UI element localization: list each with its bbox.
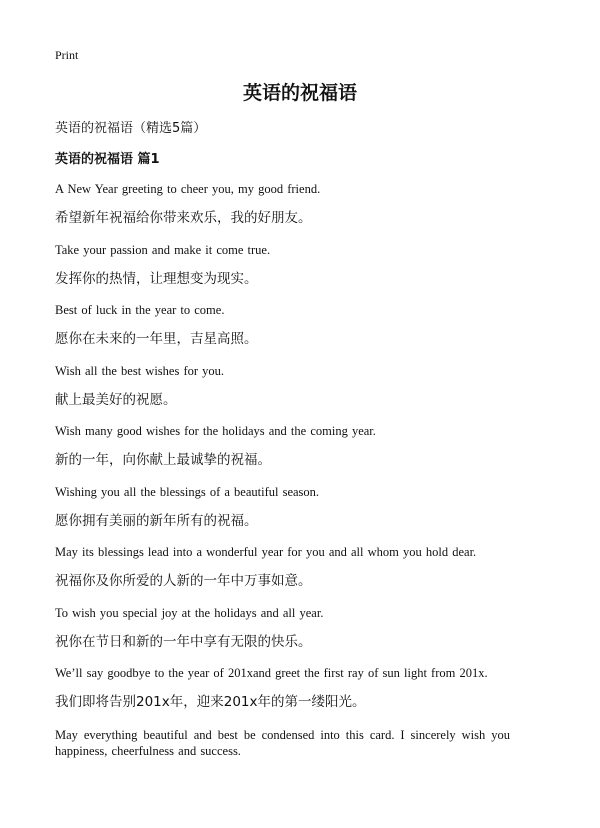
chinese-translation: 发挥你的热情，让理想变为现实。	[55, 270, 258, 287]
chinese-translation: 愿你拥有美丽的新年所有的祝福。	[55, 512, 258, 529]
english-greeting: To wish you special joy at the holidays and all year.	[55, 605, 324, 620]
english-greeting: A New Year greeting to cheer you, my good friend.	[55, 182, 321, 196]
greeting-entry	[55, 604, 510, 665]
english-greeting: We’ll say goodbye to the year of 201xand greet the first ray of sun light from 201x.	[55, 666, 488, 680]
print-label: Print	[55, 48, 79, 62]
english-greeting: May its blessings lead into a wonderful year for you and all whom you hold dear.	[55, 545, 477, 559]
greeting-list	[55, 180, 510, 725]
greeting-entry	[55, 422, 510, 483]
english-greeting: Best of luck in the year to come.	[55, 303, 225, 317]
english-greeting: Take your passion and make it come true.	[55, 242, 271, 257]
document-subtitle: 英语的祝福语（精选5篇）	[55, 121, 207, 136]
chinese-translation: 献上最美好的祝愿。	[55, 391, 177, 408]
closing-paragraph: May everything beautiful and best be condensed into this card. I sincerely wish you happiness, cheerfulness and success.	[55, 728, 510, 758]
greeting-entry	[55, 362, 510, 423]
chinese-translation: 祝你在节日和新的一年中享有无限的快乐。	[55, 633, 312, 650]
greeting-entry	[55, 180, 510, 241]
english-greeting: Wish many good wishes for the holidays and the coming year.	[55, 424, 376, 438]
document-title: 英语的祝福语	[242, 82, 357, 104]
greeting-entry	[55, 483, 510, 544]
chinese-translation: 我们即将告别201x年，迎来201x年的第一缕阳光。	[55, 694, 366, 710]
chinese-translation: 希望新年祝福给你带来欢乐，我的好朋友。	[55, 210, 312, 226]
chinese-translation: 新的一年，向你献上最诚挚的祝福。	[55, 452, 271, 468]
chinese-translation: 祝福你及你所爱的人新的一年中万事如意。	[55, 573, 312, 589]
greeting-entry	[55, 241, 510, 302]
english-greeting: Wish all the best wishes for you.	[55, 363, 225, 378]
greeting-entry	[55, 664, 510, 725]
greeting-entry	[55, 301, 510, 362]
greeting-entry	[55, 543, 510, 604]
section-heading: 英语的祝福语 篇1	[55, 152, 160, 167]
english-greeting: Wishing you all the blessings of a beautiful season.	[55, 484, 320, 499]
chinese-translation: 愿你在未来的一年里，吉星高照。	[55, 331, 258, 347]
